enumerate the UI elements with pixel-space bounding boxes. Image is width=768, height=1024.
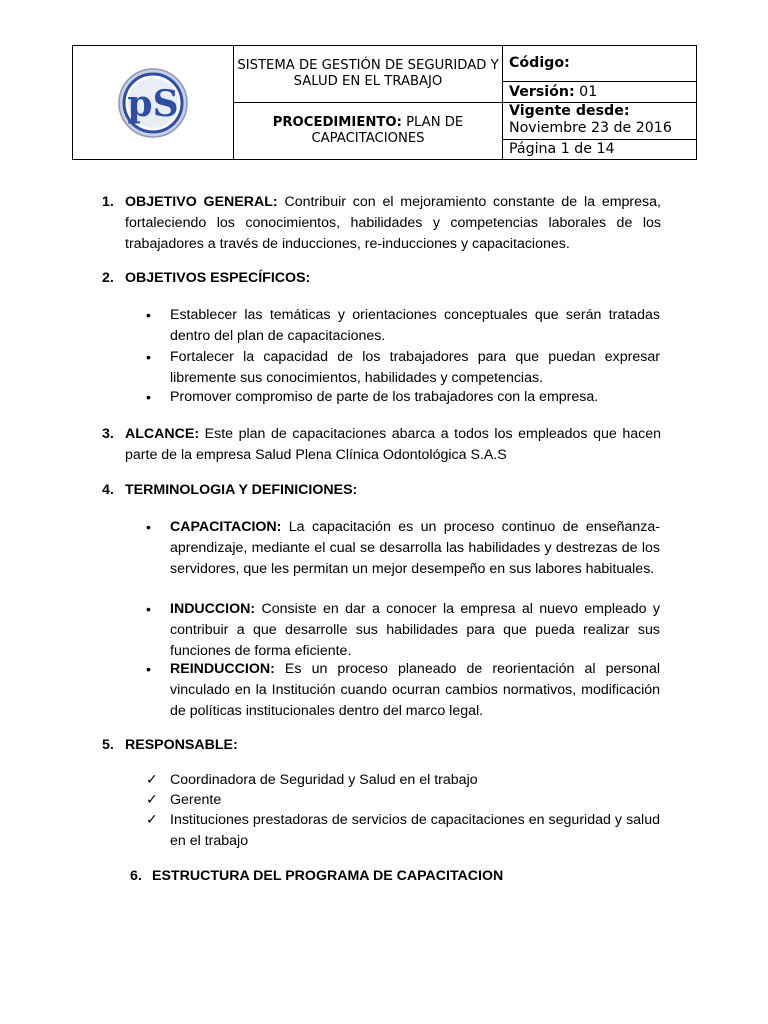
checkmark-icon: ✓ bbox=[146, 812, 158, 828]
section-3-text: Este plan de capacitaciones abarca a todos los empleados que hacen parte de la empresa Salud Plena Clínica Odontológica S.A.S bbox=[125, 426, 661, 463]
version-label: Versión: bbox=[509, 83, 575, 100]
responsable-item-1: Coordinadora de Seguridad y Salud en el trabajo bbox=[170, 772, 478, 788]
definition-text: Consiste en dar a conocer la empresa al nuevo empleado y contribuir a que desarrolle sus habilidades para que pueda realizar sus funciones de forma eficiente. bbox=[170, 601, 660, 659]
definition-term: INDUCCION: bbox=[170, 601, 256, 617]
section-1-text: Contribuir con el mejoramiento constante de la empresa, fortaleciendo los conocimientos, habilidades y competencias laborales de los trabajadores a través de inducciones, re-inducciones y capacitaciones. bbox=[125, 194, 661, 252]
validity-cell bbox=[503, 103, 697, 160]
section-2-item-2: Fortalecer la capacidad de los trabajadores para que puedan expresar libremente sus conocimientos, habilidades y competencias. bbox=[170, 349, 660, 386]
section-5-title: RESPONSABLE: bbox=[125, 737, 238, 753]
procedure-cell bbox=[234, 103, 503, 160]
section-3-number: 3. bbox=[102, 426, 114, 442]
version-value: 01 bbox=[579, 83, 598, 100]
bullet-icon: • bbox=[146, 307, 151, 323]
definition-capacitacion bbox=[170, 517, 660, 580]
bullet-icon: • bbox=[146, 661, 151, 677]
document-header-table bbox=[72, 45, 697, 160]
checkmark-icon: ✓ bbox=[146, 772, 158, 788]
bullet-icon: • bbox=[146, 349, 151, 365]
version-cell bbox=[503, 82, 697, 103]
section-5-number: 5. bbox=[102, 737, 114, 753]
responsable-item-2: Gerente bbox=[170, 792, 222, 808]
procedure-label: PROCEDIMIENTO: bbox=[272, 115, 402, 130]
logo-text: pS bbox=[127, 82, 179, 125]
system-title-cell bbox=[234, 46, 503, 103]
section-2-item-3: Promover compromiso de parte de los trabajadores con la empresa. bbox=[170, 389, 599, 405]
valid-from-label: Vigente desde: bbox=[509, 103, 630, 119]
definition-term: REINDUCCION: bbox=[170, 661, 275, 677]
section-1-number: 1. bbox=[102, 194, 114, 210]
code-cell bbox=[503, 46, 697, 82]
checkmark-icon: ✓ bbox=[146, 792, 158, 808]
section-6-number: 6. bbox=[130, 868, 142, 884]
code-label: Código: bbox=[509, 55, 570, 71]
bullet-icon: • bbox=[146, 389, 151, 405]
section-4-title: TERMINOLOGIA Y DEFINICIONES: bbox=[125, 482, 358, 498]
responsable-item-3: Instituciones prestadoras de servicios de capacitaciones en seguridad y salud en el trabajo bbox=[170, 812, 660, 849]
section-1-title: OBJETIVO GENERAL: bbox=[125, 194, 278, 210]
section-3-title: ALCANCE: bbox=[125, 426, 200, 442]
procedure-value: PLAN DE CAPACITACIONES bbox=[311, 115, 464, 146]
section-6-title: ESTRUCTURA DEL PROGRAMA DE CAPACITACION bbox=[152, 868, 504, 884]
definition-reinduccion bbox=[170, 659, 660, 722]
page-number: Página 1 de 14 bbox=[509, 141, 615, 157]
bullet-icon: • bbox=[146, 519, 151, 535]
logo-cell bbox=[73, 46, 234, 160]
section-1-objetivo-general bbox=[125, 192, 661, 255]
section-2-item-1: Establecer las temáticas y orientaciones conceptuales que serán tratadas dentro del plan de capacitaciones. bbox=[170, 307, 660, 344]
definition-text: La capacitación es un proceso continuo de enseñanza-aprendizaje, mediante el cual se desarrolla las habilidades y destrezas de los servidores, que les permitan un mejor desempeño en sus labores habituales. bbox=[170, 519, 661, 577]
system-title: SISTEMA DE GESTIÓN DE SEGURIDAD Y SALUD EN EL TRABAJO bbox=[237, 58, 499, 89]
company-logo bbox=[116, 66, 190, 140]
valid-from-value: Noviembre 23 de 2016 bbox=[509, 120, 672, 136]
definition-text: Es un proceso planeado de reorientación al personal vinculado en la Institución cuando ocurran cambios normativos, modificación de políticas institucionales dentro del marco legal. bbox=[170, 661, 660, 719]
section-2-number: 2. bbox=[102, 270, 114, 286]
section-3-alcance bbox=[125, 424, 661, 466]
bullet-icon: • bbox=[146, 601, 151, 617]
section-4-number: 4. bbox=[102, 482, 114, 498]
definition-term: CAPACITACION: bbox=[170, 519, 282, 535]
definition-induccion bbox=[170, 599, 660, 662]
section-2-title: OBJETIVOS ESPECÍFICOS: bbox=[125, 270, 311, 286]
